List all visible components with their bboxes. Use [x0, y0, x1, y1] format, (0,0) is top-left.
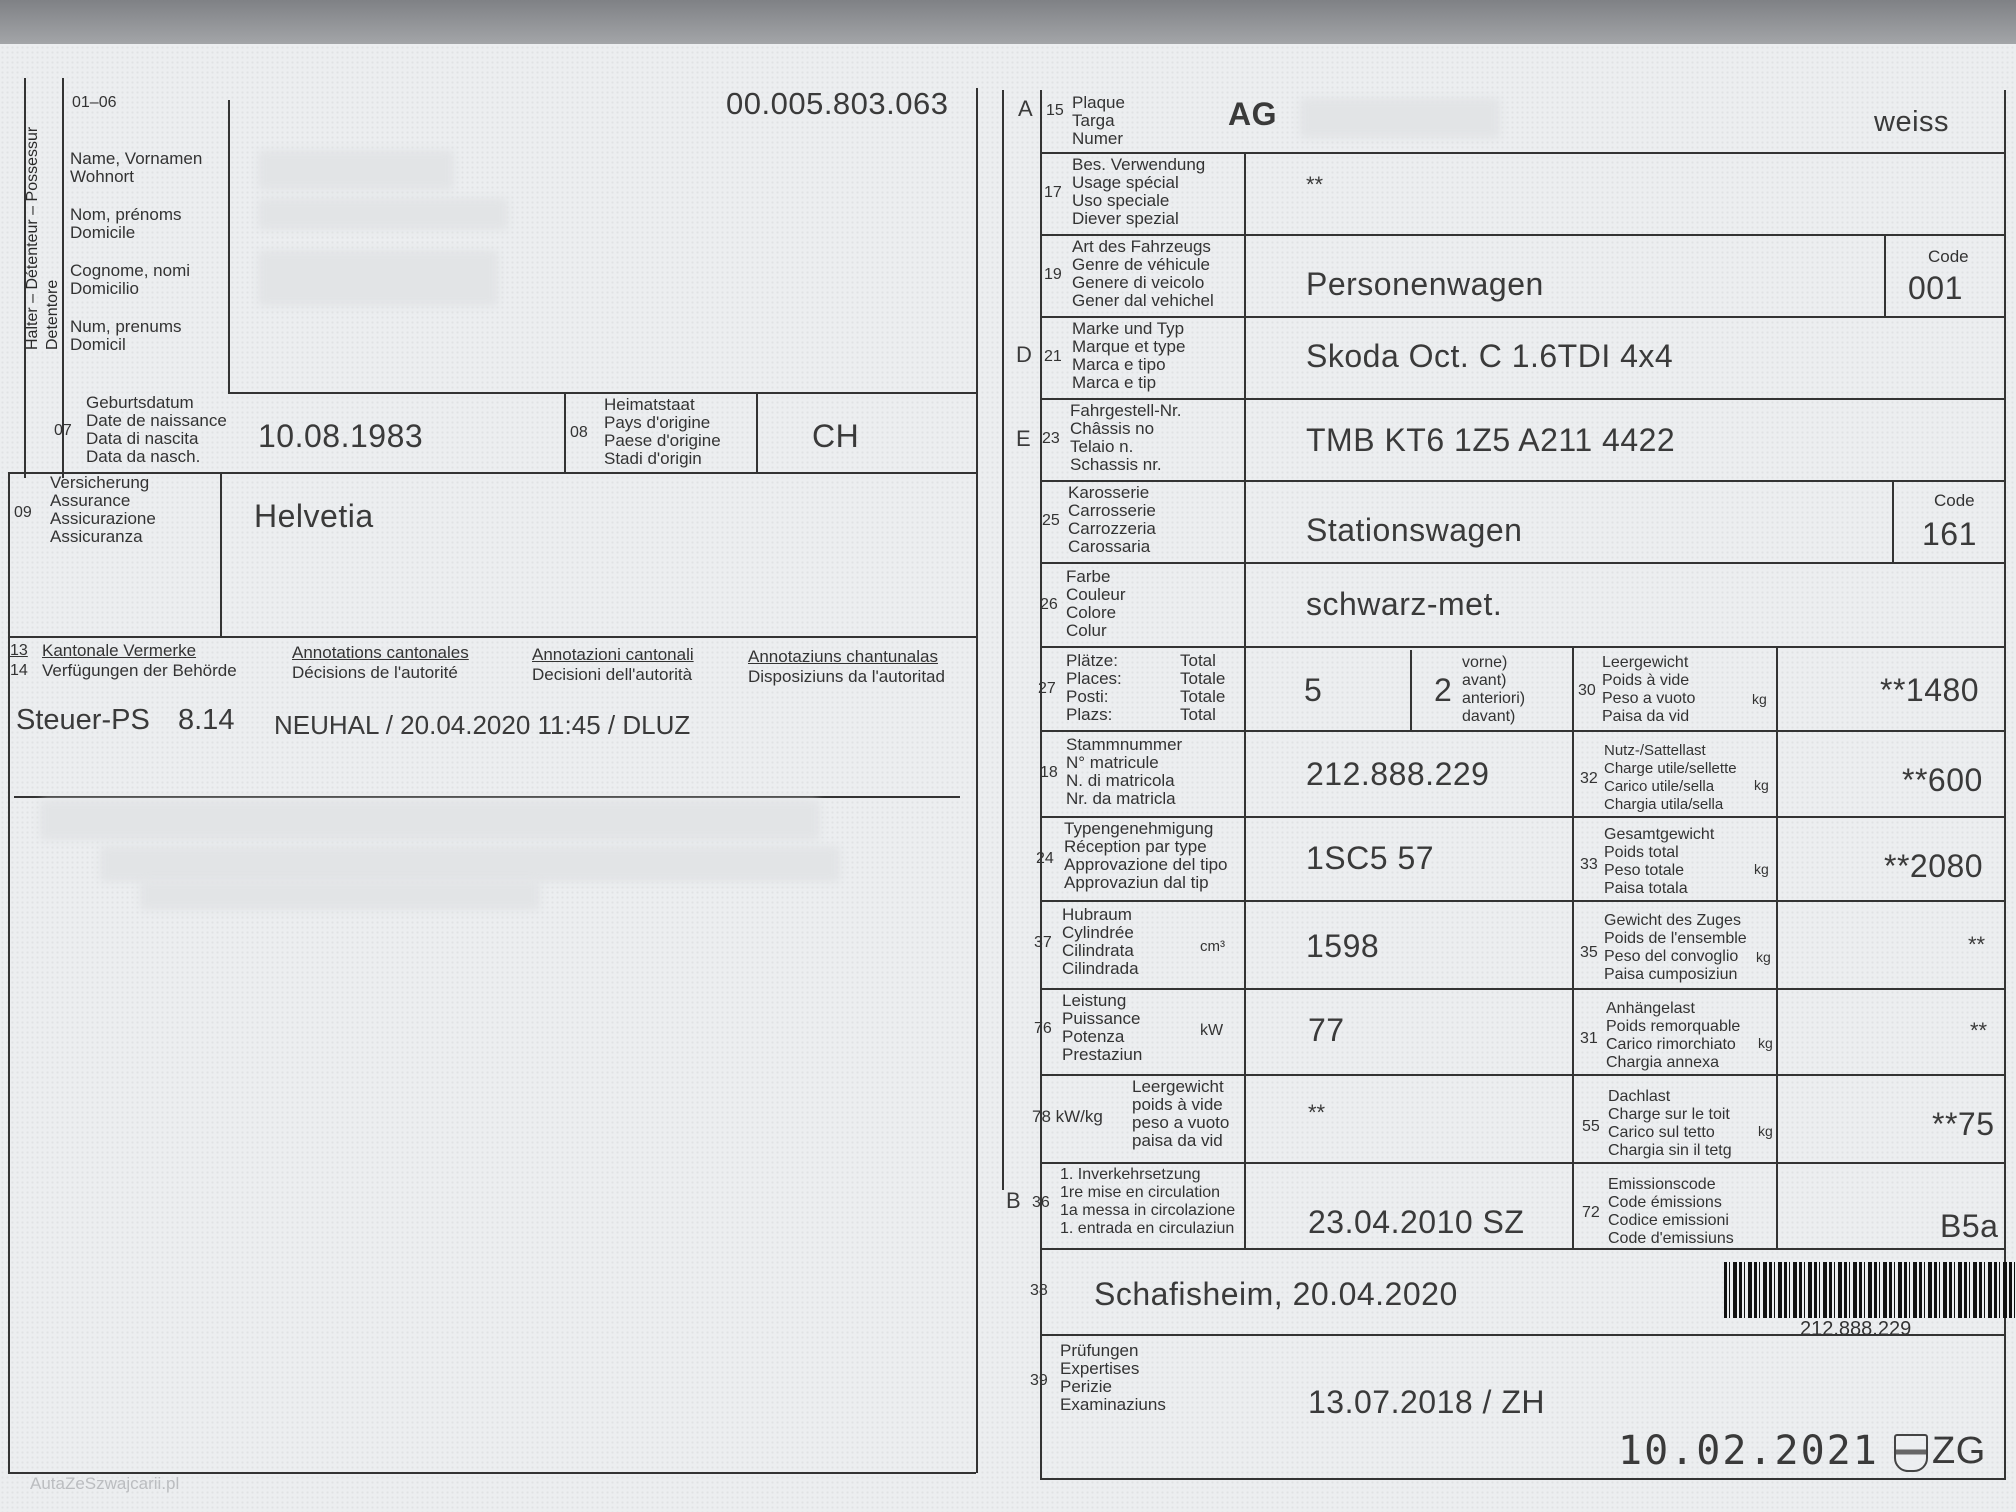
field-39-label: Prüfungen Expertises Perizie Examinaziuns: [1060, 1341, 1166, 1414]
barcode: [1724, 1262, 2016, 1318]
field-15-number: 15: [1046, 102, 1064, 119]
make-model-value: Skoda Oct. C 1.6TDI 4x4: [1306, 338, 1674, 374]
field-36-number: 36: [1032, 1194, 1050, 1211]
field-37-number: 37: [1034, 934, 1052, 951]
field-25-label: Karosserie Carrosserie Carrozzeria Carossaria: [1068, 483, 1156, 556]
divider-09: [220, 472, 222, 638]
row-line-13: [8, 636, 976, 638]
annotation-entry: NEUHAL / 20.04.2020 11:45 / DLUZ: [274, 710, 691, 740]
color-value: schwarz-met.: [1306, 586, 1503, 622]
field-13-number: 13: [10, 642, 28, 659]
code-label-19: Code: [1928, 247, 1969, 266]
birth-date-value: 10.08.1983: [258, 418, 424, 454]
field-27-total-label: Total Totale Totale Total: [1180, 651, 1226, 724]
annotation-rule: [14, 796, 960, 798]
field-26-number: 26: [1040, 596, 1058, 613]
first-registration-value: 23.04.2010 SZ: [1308, 1204, 1525, 1240]
emissions-code-value: B5a: [1940, 1208, 1999, 1244]
field-76-label: Leistung Puissance Potenza Prestaziun: [1062, 991, 1143, 1064]
row-line-19: [1040, 316, 2006, 318]
redacted-annotation-3: [140, 880, 540, 910]
holder-side-label: Halter – Détenteur – Possessur: [24, 126, 41, 350]
letter-column-line: [1002, 90, 1004, 1190]
background-surface: [0, 0, 2016, 44]
barcode-number: 212.888.229: [1800, 1318, 1912, 1340]
holder-side-label-2: Detentore: [44, 279, 61, 350]
inspection-value: 13.07.2018 / ZH: [1308, 1384, 1545, 1420]
holder-divider: [228, 100, 230, 394]
field-21-number: 21: [1044, 348, 1062, 365]
field-78-label-number: 78 kW/kg: [1032, 1107, 1103, 1126]
power-value: 77: [1308, 1012, 1345, 1048]
field-27-number: 27: [1038, 680, 1056, 697]
train-weight-value: **: [1968, 932, 1986, 957]
insurance-value: Helvetia: [254, 498, 374, 534]
field-33-number: 33: [1580, 856, 1598, 873]
empty-weight-value: **1480: [1880, 672, 1980, 708]
tax-value: 8.14: [178, 704, 235, 736]
special-use-value: **: [1306, 172, 1324, 197]
roof-load-value: **75: [1932, 1106, 1995, 1142]
total-weight-value: **2080: [1884, 848, 1984, 884]
field-35-number: 35: [1580, 944, 1598, 961]
type-approval-value: 1SC5 57: [1306, 840, 1435, 876]
field-23-label: Fahrgestell-Nr. Châssis no Telaio n. Schassis nr.: [1070, 401, 1182, 474]
annotation-header-rm: Annotaziuns chantunalas: [748, 647, 938, 666]
label-column-divider: [1244, 152, 1246, 1248]
field-31-label: Anhängelast Poids remorquable Carico rimorchiato Chargia annexa: [1606, 1000, 1741, 1071]
section-letter-b: B: [1006, 1188, 1021, 1213]
field-27-label: Plätze: Places: Posti: Plazs:: [1066, 651, 1122, 724]
field-72-number: 72: [1582, 1204, 1600, 1221]
redacted-annotation-1: [40, 800, 820, 840]
row-line-15: [1040, 152, 2006, 154]
field-55-unit: kg: [1758, 1123, 1773, 1139]
divider-08-value: [756, 392, 758, 474]
annotation-header-de: Kantonale Vermerke: [42, 641, 197, 660]
field-36-label: 1. Inverkehrsetzung 1re mise en circulation 1a messa in circolazione 1. entrada en circulaziun: [1060, 1166, 1236, 1237]
field-37-unit: cm³: [1200, 938, 1225, 955]
field-18-number: 18: [1040, 764, 1058, 781]
annotation-sub-de: Verfügungen der Behörde: [42, 661, 237, 680]
row-line-78: [1040, 1162, 2006, 1164]
annotation-sub-rm: Disposiziuns da l'autoritad: [748, 667, 945, 686]
row-line-18: [1040, 816, 2006, 818]
field-17-number: 17: [1044, 184, 1062, 201]
field-17-label: Bes. Verwendung Usage spécial Uso speciale Diever spezial: [1072, 155, 1206, 228]
seats-total-value: 5: [1304, 672, 1323, 708]
right-page-left-border: [1040, 90, 1042, 1480]
field-55-number: 55: [1582, 1118, 1600, 1135]
right-bottom-border: [1040, 1478, 2006, 1480]
side-divider: [62, 78, 64, 478]
watermark: AutaZeSzwajcarii.pl: [30, 1474, 180, 1493]
row-line-17: [1040, 234, 2006, 236]
field-19-number: 19: [1044, 266, 1062, 283]
row-line-07: [228, 392, 976, 394]
vehicle-type-value: Personenwagen: [1306, 266, 1544, 302]
seats-front-label: vorne) avant) anteriori) davant): [1462, 654, 1526, 725]
form-code: 01–06: [72, 94, 117, 111]
field-37-label: Hubraum Cylindrée Cilindrata Cilindrada: [1062, 905, 1139, 978]
origin-country-value: CH: [812, 418, 860, 454]
field-32-number: 32: [1580, 770, 1598, 787]
annotation-header-fr: Annotations cantonales: [292, 643, 469, 662]
field-24-number: 24: [1036, 850, 1054, 867]
trailer-load-value: **: [1970, 1018, 1988, 1043]
redacted-annotation-2: [100, 846, 840, 882]
row-line-24: [1040, 900, 2006, 902]
annotation-sub-fr: Décisions de l'autorité: [292, 663, 458, 682]
field-33-unit: kg: [1754, 861, 1769, 877]
field-30-unit: kg: [1752, 691, 1767, 707]
field-09-label: Versicherung Assurance Assicurazione Assicuranza: [50, 473, 156, 546]
seats-front-value: 2: [1434, 672, 1453, 708]
field-18-label: Stammnummer N° matricule N. di matricola Nr. da matricla: [1066, 735, 1183, 808]
annotation-sub-it: Decisioni dell'autorità: [532, 665, 693, 684]
field-31-unit: kg: [1758, 1035, 1773, 1051]
field-72-label: Emissionscode Code émissions Codice emissioni Code d'emissiuns: [1608, 1176, 1734, 1247]
field-35-label: Gewicht des Zuges Poids de l'ensemble Peso del convoglio Paisa cumposiziun: [1604, 912, 1747, 983]
code-label-25: Code: [1934, 491, 1975, 510]
field-08-number: 08: [570, 424, 588, 441]
field-09-number: 09: [14, 504, 32, 521]
field-24-label: Typengenehmigung Réception par type Approvazione del tipo Approvaziun dal tip: [1064, 819, 1228, 892]
code-divider-19: [1884, 234, 1886, 316]
redacted-plate-number: [1300, 98, 1500, 138]
field-32-label: Nutz-/Sattellast Charge utile/sellette Carico utile/sella Chargia utila/sella: [1604, 742, 1737, 813]
field-31-number: 31: [1580, 1030, 1598, 1047]
row-line-25: [1040, 562, 2006, 564]
canton-crest-icon: [1894, 1434, 1928, 1472]
row-line-76: [1040, 1074, 2006, 1076]
subtable-value-divider: [1776, 646, 1778, 1248]
stamp-date: 10.02.2021: [1618, 1428, 1879, 1474]
field-21-label: Marke und Typ Marque et type Marca e tipo Marca e tip: [1072, 319, 1186, 392]
section-letter-a: A: [1018, 96, 1033, 121]
payload-value: **600: [1902, 762, 1983, 798]
redacted-domicile: [258, 250, 498, 306]
canton-abbreviation: ZG: [1932, 1430, 1986, 1472]
field-23-number: 23: [1042, 430, 1060, 447]
field-55-label: Dachlast Charge sur le toit Carico sul tetto Chargia sin il tetg: [1608, 1088, 1732, 1159]
section-letter-e: E: [1016, 426, 1031, 451]
field-25-number: 25: [1042, 512, 1060, 529]
field-35-unit: kg: [1756, 949, 1771, 965]
subtable-divider: [1572, 646, 1574, 1248]
field-39-number: 39: [1030, 1372, 1048, 1389]
field-76-number: 76: [1034, 1020, 1052, 1037]
seats-divider: [1410, 650, 1412, 730]
field-15-label: Plaque Targa Numer: [1072, 93, 1125, 148]
tax-label: Steuer-PS: [16, 704, 150, 736]
annotation-header-it: Annotazioni cantonali: [532, 645, 694, 664]
power-weight-ratio-value: **: [1308, 1100, 1326, 1125]
displacement-value: 1598: [1306, 928, 1380, 964]
redacted-address: [258, 198, 508, 230]
row-line-23: [1040, 480, 2006, 482]
body-type-value: Stationswagen: [1306, 512, 1523, 548]
field-14-number: 14: [10, 662, 28, 679]
field-19-label: Art des Fahrzeugs Genre de véhicule Genere di veicolo Gener dal vehichel: [1072, 237, 1214, 310]
field-30-number: 30: [1578, 682, 1596, 699]
issue-place-date-value: Schafisheim, 20.04.2020: [1094, 1276, 1458, 1312]
field-26-label: Farbe Couleur Colore Colur: [1066, 567, 1126, 640]
section-letter-d: D: [1016, 342, 1032, 367]
row-line-26: [1040, 646, 2006, 648]
row-line-27: [1040, 730, 2006, 732]
redacted-name: [258, 150, 454, 190]
row-line-37: [1040, 988, 2006, 990]
field-38-number: 38: [1030, 1282, 1048, 1299]
plate-canton: AG: [1228, 96, 1277, 132]
plate-color: weiss: [1874, 106, 1950, 138]
holder-labels: Name, Vornamen Wohnort Nom, prénoms Domicile Cognome, nomi Domicilio Num, prenums Domicil: [70, 149, 203, 354]
document-number: 00.005.803.063: [726, 86, 949, 121]
row-line-36: [1040, 1248, 2006, 1250]
field-76-unit: kW: [1200, 1022, 1224, 1039]
field-33-label: Gesamtgewicht Poids total Peso totale Paisa totala: [1604, 826, 1715, 897]
field-78-label: Leergewicht poids à vide peso a vuoto paisa da vid: [1132, 1077, 1230, 1150]
registration-number-value: 212.888.229: [1306, 756, 1490, 792]
row-line-21: [1040, 398, 2006, 400]
vehicle-type-code: 001: [1908, 270, 1963, 306]
field-07-number: 07: [54, 422, 72, 439]
left-page-right-border: [976, 88, 978, 1473]
body-type-code: 161: [1922, 516, 1977, 552]
field-32-unit: kg: [1754, 777, 1769, 793]
chassis-number-value: TMB KT6 1Z5 A211 4422: [1306, 422, 1676, 458]
field-30-label: Leergewicht Poids à vide Peso a vuoto Paisa da vid: [1602, 654, 1696, 725]
field-08-label: Heimatstaat Pays d'origine Paese d'origine Stadi d'origin: [604, 395, 721, 468]
divider-08: [564, 392, 566, 474]
code-divider-25: [1892, 480, 1894, 562]
field-07-label: Geburtsdatum Date de naissance Data di nascita Data da nasch.: [86, 393, 227, 466]
left-outer-border: [8, 472, 10, 1472]
